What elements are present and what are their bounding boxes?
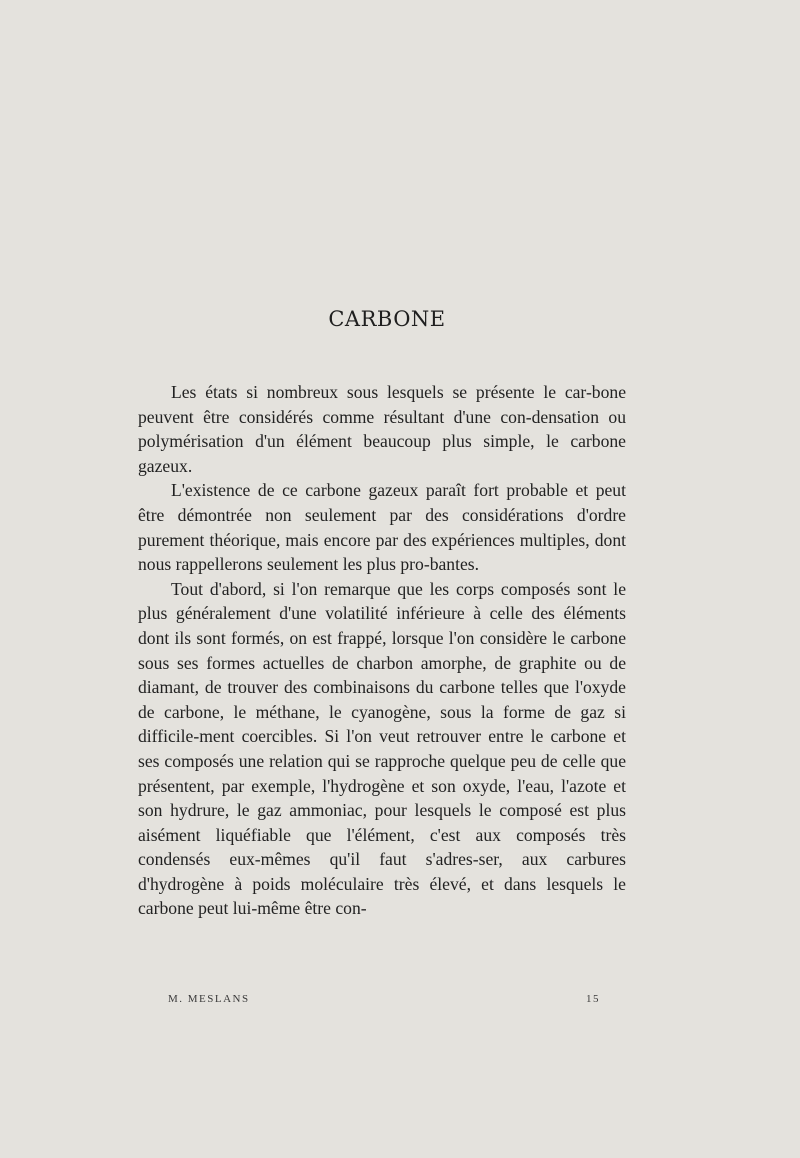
sheet-number: 15 — [586, 993, 600, 1005]
page-footer — [168, 993, 600, 1009]
paragraph-1: Les états si nombreux sous lesquels se présente le car-bone peuvent être considérés comme résultant d'une con-densation ou polymérisation d'un élément beaucoup plus simple, le carbone gazeux. — [138, 382, 626, 476]
body-text — [138, 380, 626, 921]
paragraph-3: Tout d'abord, si l'on remarque que les corps composés sont le plus généralement d'une volatilité inférieure à celle des éléments dont ils sont formés, on est frappé, lorsque l'on considère le carbone sous ses formes actuelles de charbon amorphe, de graphite ou de diamant, de trouver des combinaisons du carbone telles que l'oxyde de carbone, le méthane, le cyanogène, sous la forme de gaz si difficile-ment coercibles. Si l'on veut retrouver entre le carbone et ses composés une relation qui se rapproche quelque peu de celle que présentent, par exemple, l'hydrogène et son oxyde, l'eau, l'azote et son hydrure, le gaz ammoniac, pour lesquels le composé est plus aisément liquéfiable que l'élément, c'est aux composés très condensés eux-mêmes qu'il faut s'adres-ser, aux carbures d'hydrogène à poids moléculaire très élevé, et dans lesquels le carbone peut lui-même être con- — [138, 578, 626, 919]
paragraph-2: L'existence de ce carbone gazeux paraît fort probable et peut être démontrée non seulement par des considérations d'ordre purement théorique, mais encore par des expériences multiples, dont nous rappellerons seulement les plus pro-bantes. — [138, 480, 626, 575]
page-title: CARBONE — [328, 307, 446, 331]
footer-signature: M. MESLANS — [168, 993, 250, 1005]
